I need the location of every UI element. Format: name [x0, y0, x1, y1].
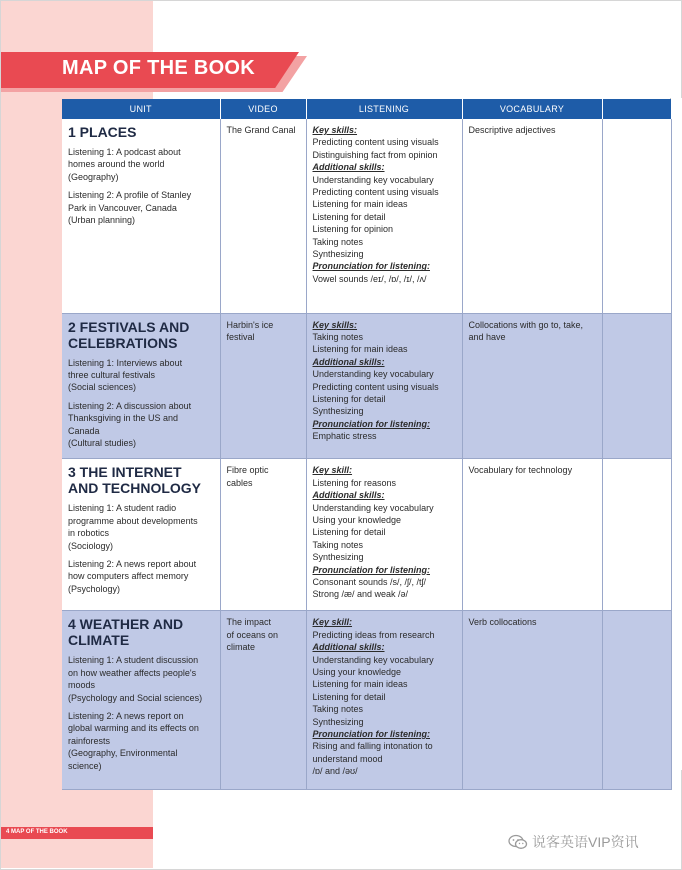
skill-item: Distinguishing fact from opinion [312, 149, 438, 160]
skill-group-label: Key skills: [312, 125, 358, 135]
listening-item-line: (Geography, Environmental [68, 748, 178, 759]
unit-cell [62, 611, 220, 790]
skill-item: Listening for detail [312, 393, 386, 404]
unit-row [62, 119, 671, 313]
listening-item-line: Canada [68, 425, 100, 436]
listening-skills-cell [306, 119, 462, 313]
skill-item: Understanding key vocabulary [312, 174, 434, 185]
col-header-next [602, 99, 671, 119]
vocabulary-item: Vocabulary for technology [468, 465, 573, 476]
unit-title: 1 PLACES [68, 124, 137, 140]
skill-item: Taking notes [312, 539, 364, 550]
skill-item: Listening for reasons [312, 477, 397, 488]
next-column-cell [602, 119, 671, 313]
vocabulary-cell [462, 313, 602, 459]
next-column-cell [602, 611, 671, 790]
listening-item [68, 357, 214, 394]
listening-item-line: Listening 2: A discussion about [68, 400, 192, 411]
col-header-video: VIDEO [220, 99, 306, 119]
vocabulary-cell [462, 459, 602, 611]
listening-item-line: homes around the world [68, 159, 165, 170]
skill-item: Understanding key vocabulary [312, 369, 434, 380]
skill-item: Predicting content using visuals [312, 187, 439, 198]
listening-item-line: (Social sciences) [68, 382, 137, 393]
skill-item: Listening for detail [312, 691, 386, 702]
skill-item: Listening for detail [312, 211, 386, 222]
skill-item: Understanding key vocabulary [312, 654, 434, 665]
unit-row [62, 313, 671, 459]
map-table [62, 99, 672, 790]
video-title: Fibre optic [226, 465, 269, 476]
skill-group-label: Pronunciation for listening: [312, 261, 430, 272]
video-cell [220, 313, 306, 459]
listening-item-line: three cultural festivals [68, 369, 156, 380]
skill-item: Rising and falling intonation to [312, 741, 433, 752]
unit-title: 2 FESTIVALS AND CELEBRATIONS [68, 318, 190, 351]
listening-item-line: Listening 2: A news report about [68, 558, 197, 569]
listening-item-line: Thanksgiving in the US and [68, 413, 179, 424]
skill-item: Taking notes [312, 236, 364, 247]
skill-group-label: Pronunciation for listening: [312, 564, 430, 575]
skill-item: Predicting ideas from research [312, 629, 435, 640]
right-margin-strip [670, 98, 682, 770]
unit-row [62, 611, 671, 790]
video-cell [220, 611, 306, 790]
skill-group-label: Pronunciation for listening: [312, 729, 430, 739]
skill-group-label: Additional skills: [312, 642, 385, 653]
listening-item [68, 558, 214, 595]
skill-item: /ɒ/ and /əʊ/ [312, 766, 358, 777]
skill-item: Emphatic stress [312, 431, 377, 442]
col-header-listening: LISTENING [306, 99, 462, 119]
watermark [508, 832, 639, 852]
skill-item: Using your knowledge [312, 666, 402, 677]
listening-item [68, 710, 214, 772]
listening-item-line: Listening 1: A student discussion [68, 655, 199, 666]
video-title: cables [226, 477, 253, 488]
next-column-cell [602, 313, 671, 459]
listening-item [68, 146, 214, 183]
skill-group-label: Additional skills: [312, 490, 385, 501]
listening-skills-cell [306, 611, 462, 790]
listening-item [68, 189, 214, 226]
skill-item: Synthesizing [312, 716, 364, 727]
unit-cell [62, 119, 220, 313]
next-column-cell [602, 459, 671, 611]
listening-item-line: (Geography) [68, 171, 119, 182]
video-cell [220, 119, 306, 313]
skill-item: Vowel sounds /eɪ/, /ɒ/, /ɪ/, /ʌ/ [312, 273, 427, 284]
vocabulary-cell [462, 611, 602, 790]
listening-item-line: global warming and its effects on [68, 723, 199, 734]
vocabulary-item: Verb collocations [468, 617, 537, 628]
listening-item [68, 400, 214, 450]
skill-item: Taking notes [312, 331, 364, 342]
skill-item: Synthesizing [312, 406, 364, 417]
skill-item: Using your knowledge [312, 514, 402, 525]
unit-cell [62, 459, 220, 611]
listening-item-line: science) [68, 760, 102, 771]
listening-item-line: (Psychology and Social sciences) [68, 692, 203, 703]
listening-item-line: (Urban planning) [68, 215, 136, 226]
listening-item-line: programme about developments [68, 515, 198, 526]
listening-item-line: (Cultural studies) [68, 437, 137, 448]
unit-cell [62, 313, 220, 459]
video-title: Harbin's ice [226, 319, 274, 330]
skill-item: Synthesizing [312, 552, 364, 563]
skill-item: Understanding key vocabulary [312, 502, 434, 513]
vocabulary-item: Descriptive adjectives [468, 125, 556, 135]
unit-row [62, 459, 671, 611]
vocabulary-item: and have [468, 331, 506, 342]
listening-item-line: (Sociology) [68, 540, 114, 551]
skill-item: understand mood [312, 753, 383, 764]
listening-item-line: Listening 2: A news report on [68, 710, 184, 721]
skill-group-label: Pronunciation for listening: [312, 418, 430, 429]
skill-item: Listening for detail [312, 527, 386, 538]
listening-item-line: Listening 2: A profile of Stanley [68, 190, 192, 201]
video-title: of oceans on [226, 629, 279, 640]
video-title: The Grand Canal [226, 125, 296, 135]
skill-item: Predicting content using visuals [312, 381, 439, 392]
skill-group-label: Key skill: [312, 617, 353, 628]
listening-item-line: Park in Vancouver, Canada [68, 202, 177, 213]
listening-skills-cell [306, 313, 462, 459]
wechat-icon [508, 834, 528, 850]
skill-group-label: Key skill: [312, 465, 353, 476]
vocabulary-cell [462, 119, 602, 313]
skill-group-label: Key skills: [312, 319, 358, 330]
listening-item-line: (Psychology) [68, 583, 121, 594]
listening-item-line: Listening 1: A podcast about [68, 147, 181, 157]
video-title: The impact [226, 617, 272, 628]
page-title: MAP OF THE BOOK [62, 57, 256, 79]
listening-item [68, 502, 214, 552]
unit-title: 4 WEATHER AND CLIMATE [68, 616, 184, 649]
listening-item-line: Listening 1: Interviews about [68, 357, 183, 368]
skill-item: Listening for main ideas [312, 344, 408, 355]
header-row [62, 99, 671, 119]
listening-item-line: rainforests [68, 735, 111, 746]
video-title: climate [226, 642, 256, 653]
skill-item: Strong /æ/ and weak /ə/ [312, 589, 409, 600]
skill-group-label: Additional skills: [312, 356, 385, 367]
video-title: festival [226, 331, 255, 342]
skill-item: Predicting content using visuals [312, 137, 439, 148]
skill-item: Consonant sounds /s/, /ʃ/, /tʃ/ [312, 577, 427, 587]
unit-title: 3 THE INTERNET AND TECHNOLOGY [68, 464, 201, 497]
skill-item: Taking notes [312, 704, 364, 715]
skill-item: Listening for main ideas [312, 199, 408, 210]
col-header-unit: UNIT [62, 99, 220, 119]
skill-item: Listening for main ideas [312, 679, 408, 690]
listening-item-line: in robotics [68, 528, 110, 539]
listening-item-line: moods [68, 680, 96, 691]
listening-skills-cell [306, 459, 462, 611]
skill-item: Synthesizing [312, 249, 364, 260]
vocabulary-item: Collocations with go to, take, [468, 319, 584, 330]
listening-item-line: on how weather affects people's [68, 667, 197, 678]
listening-item-line: how computers affect memory [68, 571, 189, 582]
watermark-text: 说客英语VIP资讯 [532, 834, 639, 850]
video-cell [220, 459, 306, 611]
col-header-vocabulary: VOCABULARY [462, 99, 602, 119]
listening-item-line: Listening 1: A student radio [68, 503, 177, 514]
listening-item [68, 654, 214, 704]
skill-group-label: Additional skills: [312, 162, 385, 173]
footer-page-label: 4 MAP OF THE BOOK [6, 829, 68, 835]
skill-item: Listening for opinion [312, 224, 394, 235]
